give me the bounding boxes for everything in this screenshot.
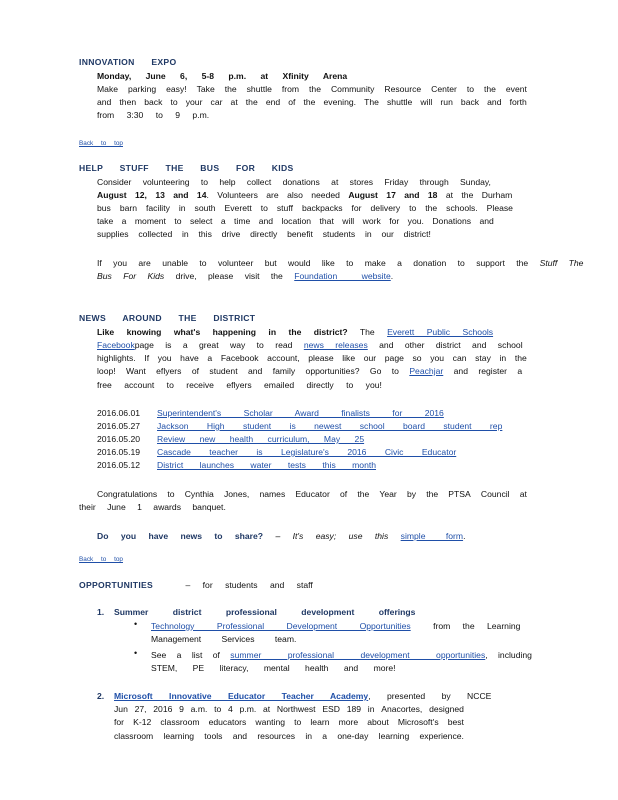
- word: you.: [407, 216, 424, 226]
- news-line-4-start: loop! Want eflyers of student and family opportunities? Go to: [97, 366, 399, 376]
- volunteer-end: .: [390, 271, 394, 281]
- word: educators: [208, 717, 247, 727]
- item-1-title: Summer district professional development offerings: [114, 607, 416, 617]
- news-item-date: 2016.05.27: [97, 421, 141, 431]
- word: learning: [163, 731, 195, 741]
- word: moment: [134, 216, 166, 226]
- volunteer-mid: drive, please visit the: [175, 271, 283, 281]
- congrats-line-2: their June 1 awards banquet.: [79, 502, 226, 512]
- word: the: [309, 84, 321, 94]
- news-item-date: 2016.06.01: [97, 408, 141, 418]
- word: the: [245, 97, 258, 107]
- word: so: [412, 353, 422, 363]
- word: Donations: [432, 216, 472, 226]
- news-heading: NEWS AROUND THE DISTRICT: [79, 313, 256, 323]
- word: The: [364, 97, 379, 107]
- word: K-12: [133, 717, 152, 727]
- word: page: [384, 353, 404, 363]
- stuff-bus-line-2: [97, 190, 512, 200]
- word: barn: [119, 203, 138, 213]
- word: a: [121, 216, 127, 226]
- opportunities-heading: OPPORTUNITIES: [79, 580, 154, 590]
- word: about: [367, 717, 389, 727]
- word: wanting: [255, 717, 286, 727]
- stuff-bus-heading: HELP STUFF THE BUS FOR KIDS: [79, 163, 294, 173]
- word: Northwest: [276, 704, 316, 714]
- facebook-link[interactable]: Facebook: [97, 340, 135, 350]
- tech-pd-link[interactable]: Technology Professional Development Opportunities: [151, 621, 411, 631]
- item-2-line-1: [114, 691, 491, 701]
- word: Microsoft's: [397, 717, 439, 727]
- innovation-line-2: [97, 97, 527, 107]
- word: tools: [204, 731, 223, 741]
- news-item-link[interactable]: Jackson High student is newest school board student rep: [157, 421, 503, 431]
- opportunities-header: [79, 580, 313, 590]
- word: 27,: [134, 704, 147, 714]
- word: forth: [509, 97, 527, 107]
- word: a: [220, 216, 226, 226]
- congrats-line-1: [97, 489, 527, 499]
- word: Center: [431, 84, 457, 94]
- word: you: [430, 353, 445, 363]
- news-question: Like knowing what's happening in the district?: [97, 327, 348, 337]
- word: time: [234, 216, 251, 226]
- stuff-bus-line-5: [97, 229, 431, 239]
- word: account,: [267, 353, 300, 363]
- word: Everett: [224, 203, 252, 213]
- word: that: [319, 216, 334, 226]
- word: names: [259, 489, 286, 499]
- word: stores: [349, 177, 374, 187]
- word: resources: [257, 731, 296, 741]
- word: in: [178, 203, 186, 213]
- word: car: [210, 97, 223, 107]
- word: and: [487, 97, 502, 107]
- word: Jones,: [223, 489, 250, 499]
- word: donations: [282, 177, 320, 187]
- word: to: [167, 489, 175, 499]
- word: 9: [179, 704, 184, 714]
- word: back: [144, 97, 163, 107]
- bullet-2-line-2: STEM, PE literacy, mental health and more!: [151, 663, 396, 673]
- foundation-website-link[interactable]: Foundation website: [294, 271, 391, 281]
- share-end: .: [463, 531, 466, 541]
- word: like: [342, 353, 356, 363]
- word: in: [305, 731, 313, 741]
- word: will: [420, 97, 433, 107]
- stuff-bus-line-2-mid: . Volunteers are also needed: [206, 190, 340, 200]
- word: the: [303, 97, 316, 107]
- word: from: [281, 84, 300, 94]
- word: by: [406, 489, 417, 499]
- word: end: [265, 97, 281, 107]
- peachjar-link[interactable]: Peachjar: [409, 366, 444, 376]
- word: ESD: [322, 704, 340, 714]
- stuff-bus-dates-b: August 17 and 18: [348, 190, 438, 200]
- word: highlights.: [97, 353, 136, 363]
- word: then: [119, 97, 137, 107]
- word: backpacks: [301, 203, 343, 213]
- news-item-link[interactable]: Review new health curriculum, May 25: [157, 434, 365, 444]
- word: Friday: [384, 177, 409, 187]
- word: help: [219, 177, 236, 187]
- word: the: [224, 84, 237, 94]
- bullet-icon: •: [134, 648, 138, 658]
- word: Sunday,: [460, 177, 491, 187]
- word: of: [288, 97, 296, 107]
- word: schools.: [446, 203, 478, 213]
- volunteer-italic: Stuff The: [539, 258, 584, 268]
- word: learning: [378, 731, 410, 741]
- item-2-line-3: [114, 717, 464, 727]
- word: more: [338, 717, 359, 727]
- news-line-1: [97, 327, 493, 337]
- news-line-5: free account to receive eflyers emailed directly to you!: [97, 380, 382, 390]
- word: to: [174, 216, 182, 226]
- word: in: [364, 229, 372, 239]
- news-item-date: 2016.05.20: [97, 434, 141, 444]
- volunteer-text: If you are unable to volunteer but would like to make a donation to support the: [97, 258, 529, 268]
- item-2-line-4: [114, 731, 464, 741]
- word: directly: [250, 229, 278, 239]
- word: a: [207, 353, 213, 363]
- word: and: [97, 97, 112, 107]
- word: to: [200, 177, 209, 187]
- share-news-line: [97, 531, 465, 541]
- word: classroom: [160, 717, 200, 727]
- word: your: [185, 97, 203, 107]
- word: evening.: [323, 97, 357, 107]
- word: Resource: [384, 84, 422, 94]
- word: Council: [480, 489, 510, 499]
- word: in: [182, 229, 189, 239]
- share-question: Do you have news to share?: [97, 531, 264, 541]
- word: supplies: [97, 229, 129, 239]
- share-italic: – It's easy; use this: [275, 531, 389, 541]
- news-item-date: 2016.05.19: [97, 447, 141, 457]
- word: Consider: [97, 177, 132, 187]
- bullet-1-end: from the Learning: [433, 621, 521, 631]
- word: please: [308, 353, 334, 363]
- word: this: [198, 229, 212, 239]
- word: take: [97, 216, 114, 226]
- word: a: [322, 731, 328, 741]
- word: run: [440, 97, 453, 107]
- word: will: [342, 216, 355, 226]
- word: experience.: [419, 731, 464, 741]
- word: to: [214, 704, 222, 714]
- word: 4: [228, 704, 233, 714]
- word: the: [514, 353, 527, 363]
- word: for: [389, 216, 400, 226]
- news-line-3: [97, 353, 527, 363]
- word: at: [331, 177, 339, 187]
- item-1-number: 1.: [97, 607, 105, 617]
- back-to-top-link[interactable]: Back to top: [79, 556, 123, 563]
- word: bus: [97, 203, 111, 213]
- microsoft-academy-link[interactable]: Microsoft Innovative Educator Teacher Academy: [114, 691, 369, 701]
- innovation-line-1: [97, 84, 527, 94]
- stuff-bus-dates-a: August 12, 13 and 14: [97, 190, 207, 200]
- word: select: [189, 216, 213, 226]
- word: our: [381, 229, 394, 239]
- word: our: [363, 353, 377, 363]
- word: drive: [221, 229, 241, 239]
- innovation-heading: INNOVATION EXPO: [79, 57, 177, 67]
- word: and: [258, 216, 274, 226]
- bullet-2-end: , including: [485, 650, 532, 660]
- word: a.m.: [190, 704, 208, 714]
- word: 189: [346, 704, 362, 714]
- word: and: [232, 731, 248, 741]
- word: Educator: [295, 489, 330, 499]
- word: benefit: [287, 229, 313, 239]
- word: Make: [97, 84, 119, 94]
- word: collected: [138, 229, 173, 239]
- word: work: [362, 216, 381, 226]
- item-2-number: 2.: [97, 691, 105, 701]
- word: shuttle: [246, 84, 272, 94]
- word: in: [367, 704, 375, 714]
- word: have: [180, 353, 199, 363]
- item-2-line-2: [114, 704, 464, 714]
- word: stay: [475, 353, 491, 363]
- news-item-link[interactable]: Superintendent's Scholar Award finalists for 2016: [157, 408, 444, 418]
- word: 2016: [153, 704, 173, 714]
- word: easy!: [166, 84, 187, 94]
- simple-form-link[interactable]: simple form: [400, 531, 464, 541]
- word: through: [419, 177, 449, 187]
- word: parking: [127, 84, 157, 94]
- bullet-2-line-1: [151, 650, 532, 660]
- word: p.m.: [239, 704, 257, 714]
- word: volunteering: [142, 177, 190, 187]
- word: the: [425, 203, 438, 213]
- word: facility: [146, 203, 170, 213]
- news-line-2-end: and other district and school: [379, 340, 523, 350]
- word: at: [519, 489, 527, 499]
- news-item-date: 2016.05.12: [97, 460, 141, 470]
- word: to: [170, 97, 178, 107]
- news-line-4: [97, 366, 522, 376]
- news-item-link[interactable]: District launches water tests this month: [157, 460, 377, 470]
- word: to: [294, 717, 302, 727]
- word: and: [479, 216, 494, 226]
- word: you: [157, 353, 172, 363]
- word: can: [452, 353, 467, 363]
- word: best: [447, 717, 464, 727]
- word: district!: [403, 229, 431, 239]
- word: to: [466, 84, 475, 94]
- news-line-4-end: and register a: [453, 366, 523, 376]
- word: location: [281, 216, 312, 226]
- word: Jun: [114, 704, 128, 714]
- news-releases-link[interactable]: news releases: [303, 340, 368, 350]
- stuff-bus-volunteer-line-1: [97, 258, 583, 268]
- word: at: [230, 97, 238, 107]
- news-line-2: [97, 340, 523, 350]
- stuff-bus-line-1: [97, 177, 491, 187]
- word: event: [505, 84, 527, 94]
- word: students: [322, 229, 356, 239]
- word: for: [351, 203, 362, 213]
- innovation-date-line: Monday, June 6, 5-8 p.m. at Xfinity Arena: [97, 71, 348, 81]
- word: Anacortes,: [381, 704, 423, 714]
- word: Cynthia: [184, 489, 214, 499]
- bullet-icon: •: [134, 619, 138, 629]
- summer-pd-link[interactable]: summer professional development opportunities: [230, 650, 486, 660]
- innovation-line-3: from 3:30 to 9 p.m.: [97, 110, 210, 120]
- word: Facebook: [220, 353, 259, 363]
- word: for: [114, 717, 125, 727]
- word: south: [194, 203, 216, 213]
- bullet-1-line-1: [151, 621, 520, 631]
- word: of: [339, 489, 348, 499]
- news-item-link[interactable]: Cascade teacher is Legislature's 2016 Civic Educator: [157, 447, 457, 457]
- word: Congratulations: [97, 489, 158, 499]
- stuff-bus-volunteer-line-2: [97, 271, 393, 281]
- word: Year: [379, 489, 397, 499]
- stuff-bus-line-2-end: at the Durham: [445, 190, 513, 200]
- word: Take: [196, 84, 215, 94]
- word: to: [260, 203, 268, 213]
- news-line-2-mid: page is a great way to read: [134, 340, 293, 350]
- word: at: [262, 704, 271, 714]
- word: Community: [330, 84, 375, 94]
- word: to: [409, 203, 417, 213]
- word: PTSA: [448, 489, 471, 499]
- word: stuff: [276, 203, 293, 213]
- bullet-1-line-2: Management Services team.: [151, 634, 297, 644]
- stuff-bus-line-4: [97, 216, 494, 226]
- word: in: [499, 353, 507, 363]
- word: the: [483, 84, 496, 94]
- eps-facebook-link[interactable]: Everett Public Schools: [387, 327, 494, 337]
- item-2-presented-by: , presented by NCCE: [368, 691, 492, 701]
- word: the: [426, 489, 439, 499]
- opportunities-subheading: – for students and staff: [185, 580, 313, 590]
- back-to-top-link[interactable]: Back to top: [79, 140, 123, 147]
- word: one-day: [337, 731, 369, 741]
- word: learn: [310, 717, 330, 727]
- news-line-1-mid: The: [359, 327, 375, 337]
- volunteer-italic-2: Bus For Kids: [97, 271, 165, 281]
- word: collect: [246, 177, 272, 187]
- word: back: [460, 97, 480, 107]
- word: Please: [486, 203, 513, 213]
- word: the: [357, 489, 370, 499]
- word: designed: [429, 704, 464, 714]
- word: classroom: [114, 731, 154, 741]
- stuff-bus-line-3: [97, 203, 513, 213]
- word: If: [144, 353, 150, 363]
- word: shuttle: [387, 97, 413, 107]
- word: delivery: [370, 203, 401, 213]
- bullet-2-start: See a list of: [151, 650, 220, 660]
